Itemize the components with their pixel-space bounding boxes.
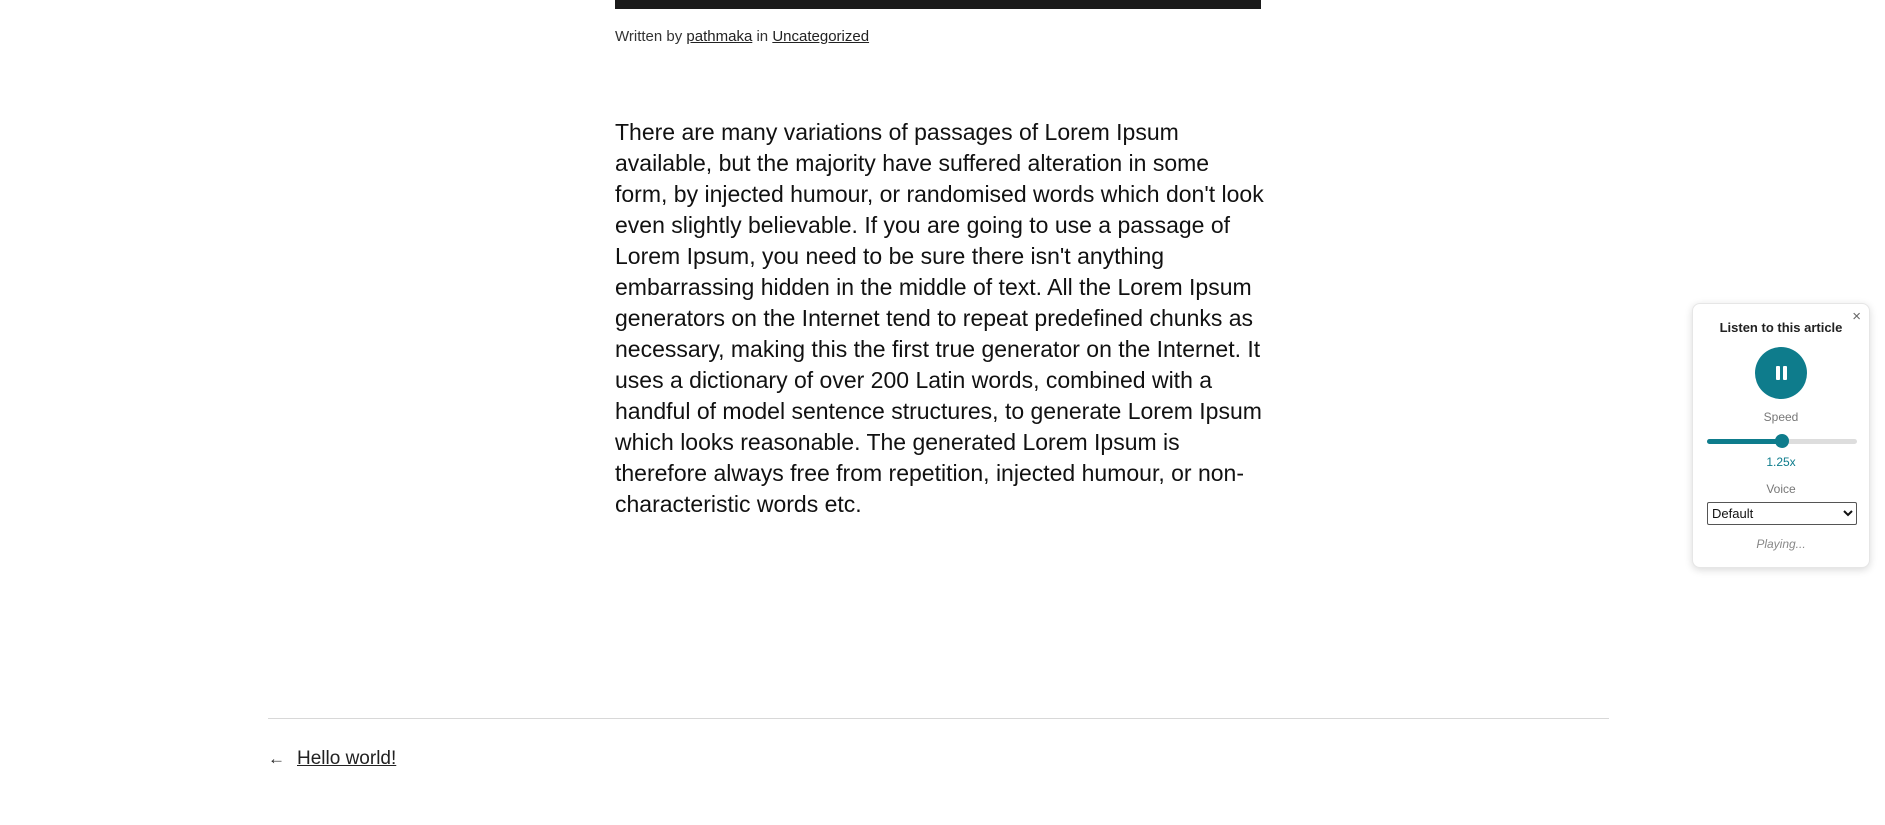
byline-written-by: Written by [615, 28, 683, 45]
voice-label: Voice [1766, 482, 1796, 496]
play-pause-button[interactable] [1755, 347, 1807, 399]
listen-widget [1692, 303, 1870, 568]
category-link[interactable]: Uncategorized [772, 28, 870, 45]
close-icon[interactable]: × [1852, 308, 1861, 325]
listen-widget-title: Listen to this article [1719, 320, 1843, 335]
voice-select[interactable] [1707, 502, 1857, 525]
playback-status: Playing... [1756, 537, 1806, 551]
speed-slider[interactable] [1707, 434, 1857, 448]
speed-slider-thumb[interactable] [1775, 434, 1789, 448]
featured-image [615, 0, 1261, 9]
speed-label: Speed [1763, 410, 1799, 424]
article-body: There are many variations of passages of Lorem Ipsum available, but the majority have suffered alteration in some form, by injected humour, or randomised words which don't look even slightly believable. If you are going to use a passage of Lorem Ipsum, you need to be sure there isn't anything embarrassing hidden in the middle of text. All the Lorem Ipsum generators on the Internet tend to repeat predefined chunks as necessary, making this the first true generator on the Internet. It uses a dictionary of over 200 Latin words, combined with a handful of model sentence structures, to generate Lorem Ipsum which looks reasonable. The generated Lorem Ipsum is therefore always free from repetition, injected humour, or non-characteristic words etc. [615, 119, 1264, 517]
post-navigation [268, 748, 396, 770]
previous-post-link[interactable]: Hello world! [297, 748, 397, 769]
speed-value: 1.25x [1766, 455, 1796, 469]
post-divider [268, 718, 1609, 719]
post-byline [615, 28, 869, 45]
speed-slider-fill [1707, 439, 1782, 444]
byline-in: in [756, 28, 769, 45]
arrow-left-icon: ← [268, 749, 285, 768]
author-link[interactable]: pathmaka [686, 28, 753, 45]
pause-icon [1776, 366, 1787, 380]
